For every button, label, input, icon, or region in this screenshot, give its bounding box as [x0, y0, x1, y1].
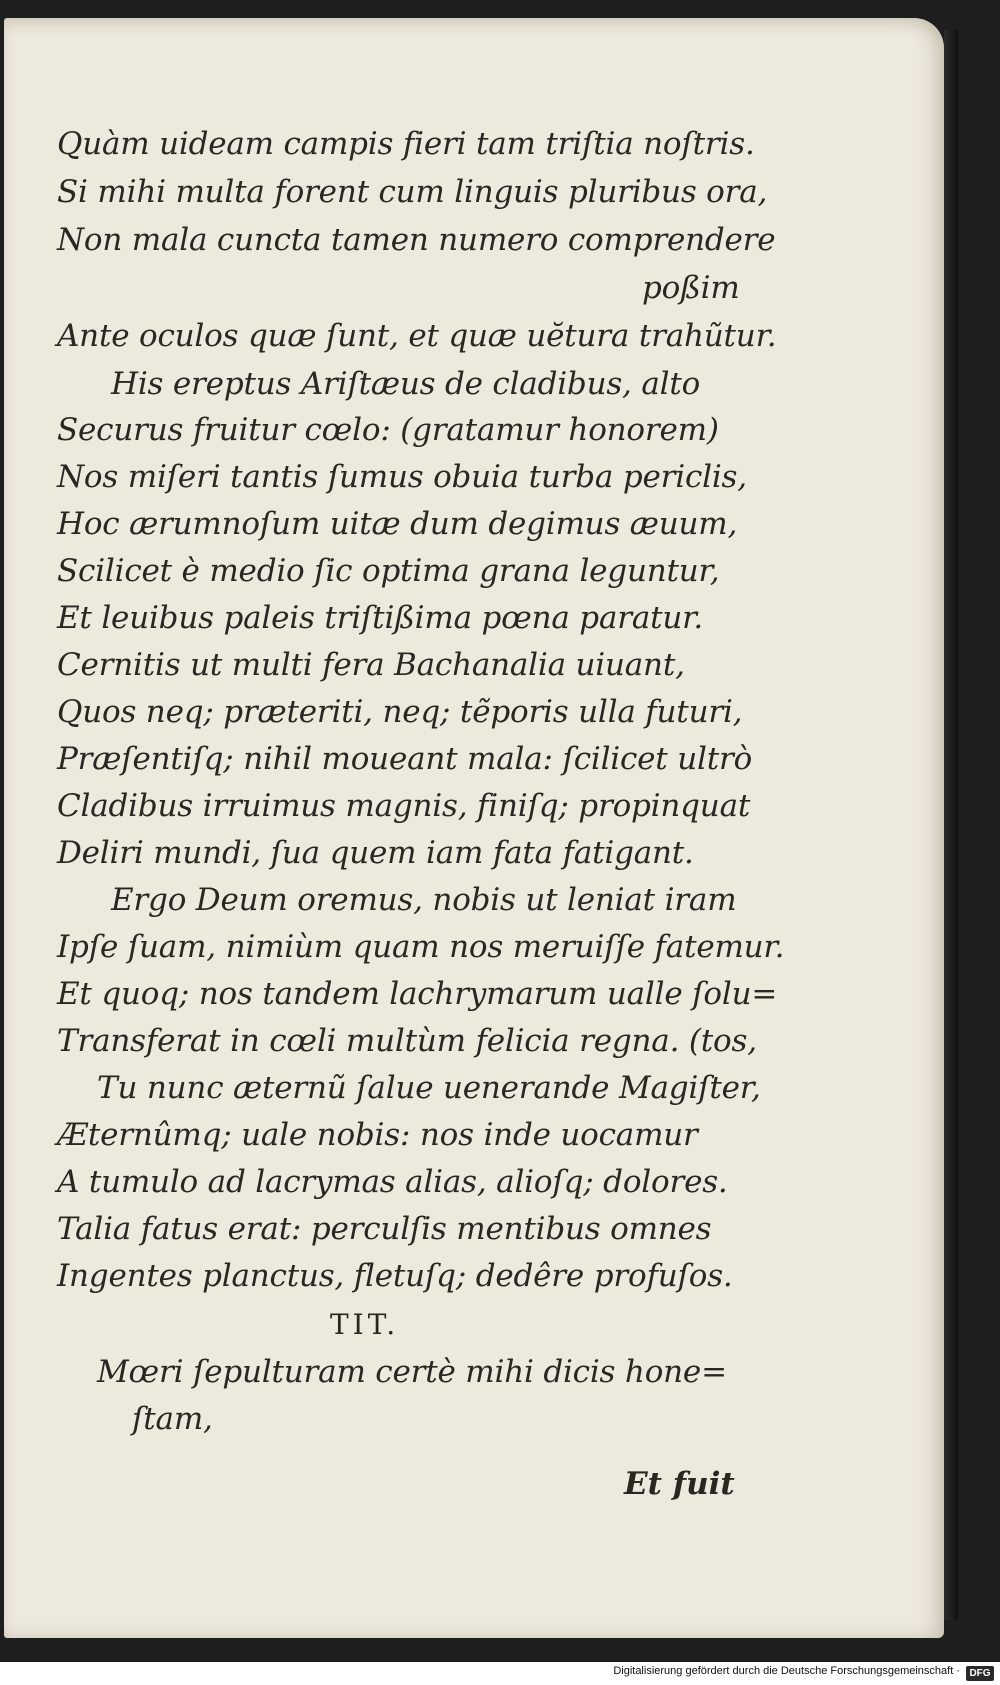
verse-line: Quàm uideam campis fieri tam triſtia noſtris.: [57, 126, 755, 162]
page-edge-shadow: [944, 30, 958, 1620]
verse-line: Deliri mundi, ſua quem iam fata fatigant.: [57, 835, 694, 871]
verse-line: A tumulo ad lacrymas alias, alioſq; dolores.: [57, 1164, 728, 1200]
verse-line: Cernitis ut multi fera Bachanalia uiuant,: [57, 647, 685, 683]
verse-line: Ipſe ſuam, nimiùm quam nos meruiſſe fatemur.: [57, 929, 785, 965]
verse-line: Hoc ærumnoſum uitæ dum degimus æuum,: [57, 506, 738, 542]
speaker-heading: TIT.: [330, 1308, 400, 1341]
verse-line: His ereptus Ariſtæus de cladibus, alto: [111, 366, 701, 402]
digitization-footer: [0, 1662, 1000, 1685]
verse-line: Nos miſeri tantis ſumus obuia turba periclis,: [57, 459, 747, 495]
verse-line: Scilicet è medio ſic optima grana leguntur,: [57, 553, 720, 589]
verse-line: Quos neq; præteriti, neq; tẽporis ulla futuri,: [57, 694, 743, 730]
verse-line: ſtam,: [132, 1401, 213, 1437]
dfg-logo-icon: DFG: [966, 1666, 994, 1681]
footer-credit: Digitalisierung gefördert durch die Deutsche Forschungsgemeinschaft ·: [613, 1665, 960, 1677]
verse-line: Talia fatus erat: perculſis mentibus omnes: [57, 1211, 712, 1247]
verse-line: Cladibus irruimus magnis, finiſq; propinquat: [57, 788, 751, 824]
book-page: [4, 18, 944, 1638]
catchword: Et fuit: [624, 1466, 735, 1502]
verse-line: Ergo Deum oremus, nobis ut leniat iram: [111, 882, 737, 918]
verse-line: Non mala cuncta tamen numero comprendere: [57, 222, 776, 258]
verse-line: Tu nunc æternũ ſalue uenerande Magiſter,: [97, 1070, 761, 1106]
verse-line: Præſentiſq; nihil moueant mala: ſcilicet ultrò: [57, 741, 753, 777]
verse-line: Securus fruitur cœlo: (gratamur honorem): [57, 412, 719, 448]
verse-line: Ingentes planctus, fletuſq; dedêre profuſos.: [57, 1258, 733, 1294]
verse-line: Æternûmq; uale nobis: nos inde uocamur: [57, 1117, 698, 1153]
verse-line: Si mihi multa forent cum linguis pluribus ora,: [57, 174, 768, 210]
verse-line: Transferat in cœli multùm felicia regna. (tos,: [57, 1023, 757, 1059]
verse-line-turnover: poßim: [642, 270, 740, 306]
verse-line: Mœri ſepulturam certè mihi dicis hone=: [97, 1354, 727, 1390]
verse-line: Et leuibus paleis triſtißima pœna paratur.: [57, 600, 704, 636]
verse-line: Et quoq; nos tandem lachrymarum ualle ſolu=: [57, 976, 778, 1012]
verse-line: Ante oculos quæ ſunt, et quæ uĕtura trahũtur.: [57, 318, 777, 354]
